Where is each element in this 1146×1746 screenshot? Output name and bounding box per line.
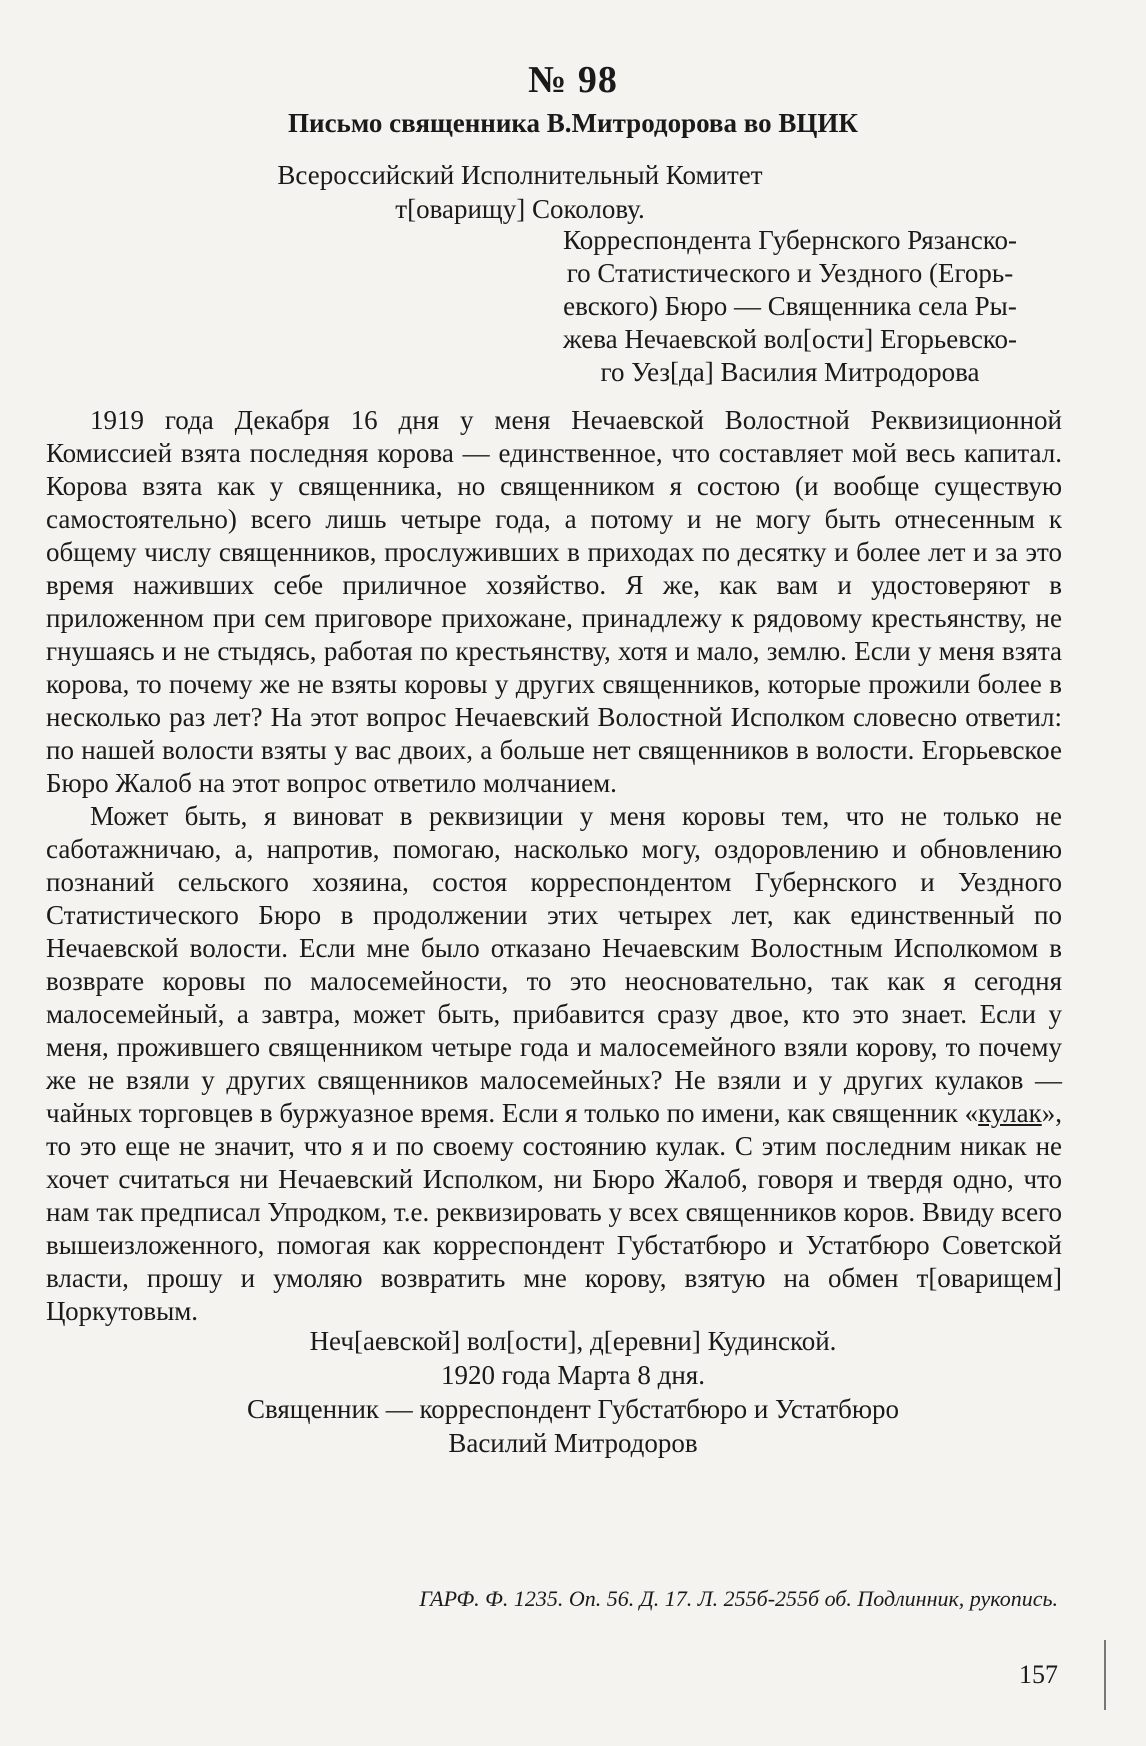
page-edge-divider xyxy=(1104,1640,1106,1710)
addressee-block xyxy=(270,158,770,226)
closing-place: Неч[аевской] вол[ости], д[еревни] Кудинской. xyxy=(309,1326,837,1356)
document-number: № 98 xyxy=(528,59,618,101)
body-paragraph-2 xyxy=(46,800,1062,1328)
sender-line: евского) Бюро — Священника села Ры- xyxy=(563,291,1017,321)
underlined-word: кулак xyxy=(978,1098,1042,1128)
archive-reference: ГАРФ. Ф. 1235. Оп. 56. Д. 17. Л. 255б-255б об. Подлинник, рукопись. xyxy=(419,1586,1058,1611)
sender-line: жева Нечаевской вол[ости] Егорьевско- xyxy=(562,324,1018,354)
sender-line: Корреспондента Губернского Рязанско- xyxy=(563,225,1017,255)
signature-title: Священник — корреспондент Губстатбюро и Устатбюро xyxy=(246,1394,900,1424)
sender-line: го Уез[да] Василия Митродорова xyxy=(600,357,980,387)
body-paragraph-1: 1919 года Декабря 16 дня у меня Нечаевской Волостной Реквизиционной Комиссией взята последняя корова — единственное, что составляет мой весь капитал. Корова взята как у священника, но священником я состою (и вообще существую самостоятельно) всего лишь четыре года, а потому и не могу быть отнесенным к общему числу священников, прослуживших в приходах по десятку и более лет и за это время наживших себе приличное хозяйство. Я же, как вам и удостоверяют в приложенном при сем приговоре прихожане, принадлежу к рядовому крестьянству, не гнушаясь и не стыдясь, работая по крестьянству, хотя и мало, землю. Если у меня взята корова, то почему же не взяты коровы у других священников, которые прожили более в несколько раз лет? На этот вопрос Нечаевский Волостной Исполком словесно ответил: по нашей волости взяты у вас двоих, а больше нет священников в волости. Егорьевское Бюро Жалоб на этот вопрос ответило молчанием. xyxy=(46,405,1062,798)
addressee-line: Всероссийский Исполнительный Комитет xyxy=(277,160,763,190)
closing-date: 1920 года Марта 8 дня. xyxy=(441,1360,705,1390)
signature-name: Василий Митродоров xyxy=(448,1428,698,1458)
sender-line: го Статистического и Уездного (Егорь- xyxy=(566,258,1014,288)
page-number: 157 xyxy=(1019,1660,1058,1689)
sender-block xyxy=(520,224,1060,389)
letter-body xyxy=(46,404,1062,1328)
document-title: Письмо священника В.Митродорова во ВЦИК xyxy=(288,108,858,138)
body-paragraph-2-end: », то это еще не значит, что я и по своему состоянию кулак. С этим последним никак не хочет считаться ни Нечаевский Исполком, ни Бюро Жалоб, говоря и твердя одно, что нам так предписал Упродком, т.е. реквизировать у всех священников коров. Ввиду всего вышеизложенного, помогая как корреспондент Губстатбюро и Устатбюро Советской власти, прошу и умоляю возвратить мне корову, взятую на обмен т[оварищем] Цоркутовым. xyxy=(46,1098,1062,1326)
body-paragraph-2-start: Может быть, я виноват в реквизиции у меня коровы тем, что не только не саботажничаю, а, напротив, помогаю, насколько могу, оздоровлению и обновлению познаний сельского хозяина, состоя корреспондентом Губернского и Уездного Статистического Бюро в продолжении этих четырех лет, как единственный по Нечаевской волости. Если мне было отказано Нечаевским Волостным Исполкомом в возврате коровы по малосемейности, то это неосновательно, так как я сегодня малосемейный, а завтра, может быть, прибавится сразу двое, кто это знает. Если у меня, прожившего священником четыре года и малосемейного взяли корову, то почему же не взяли у других священников малосемейных? Не взяли и у других кулаков — чайных торговцев в буржуазное время. Если я только по имени, как священник « xyxy=(46,801,1062,1128)
addressee-line: т[оварищу] Соколову. xyxy=(395,194,645,224)
